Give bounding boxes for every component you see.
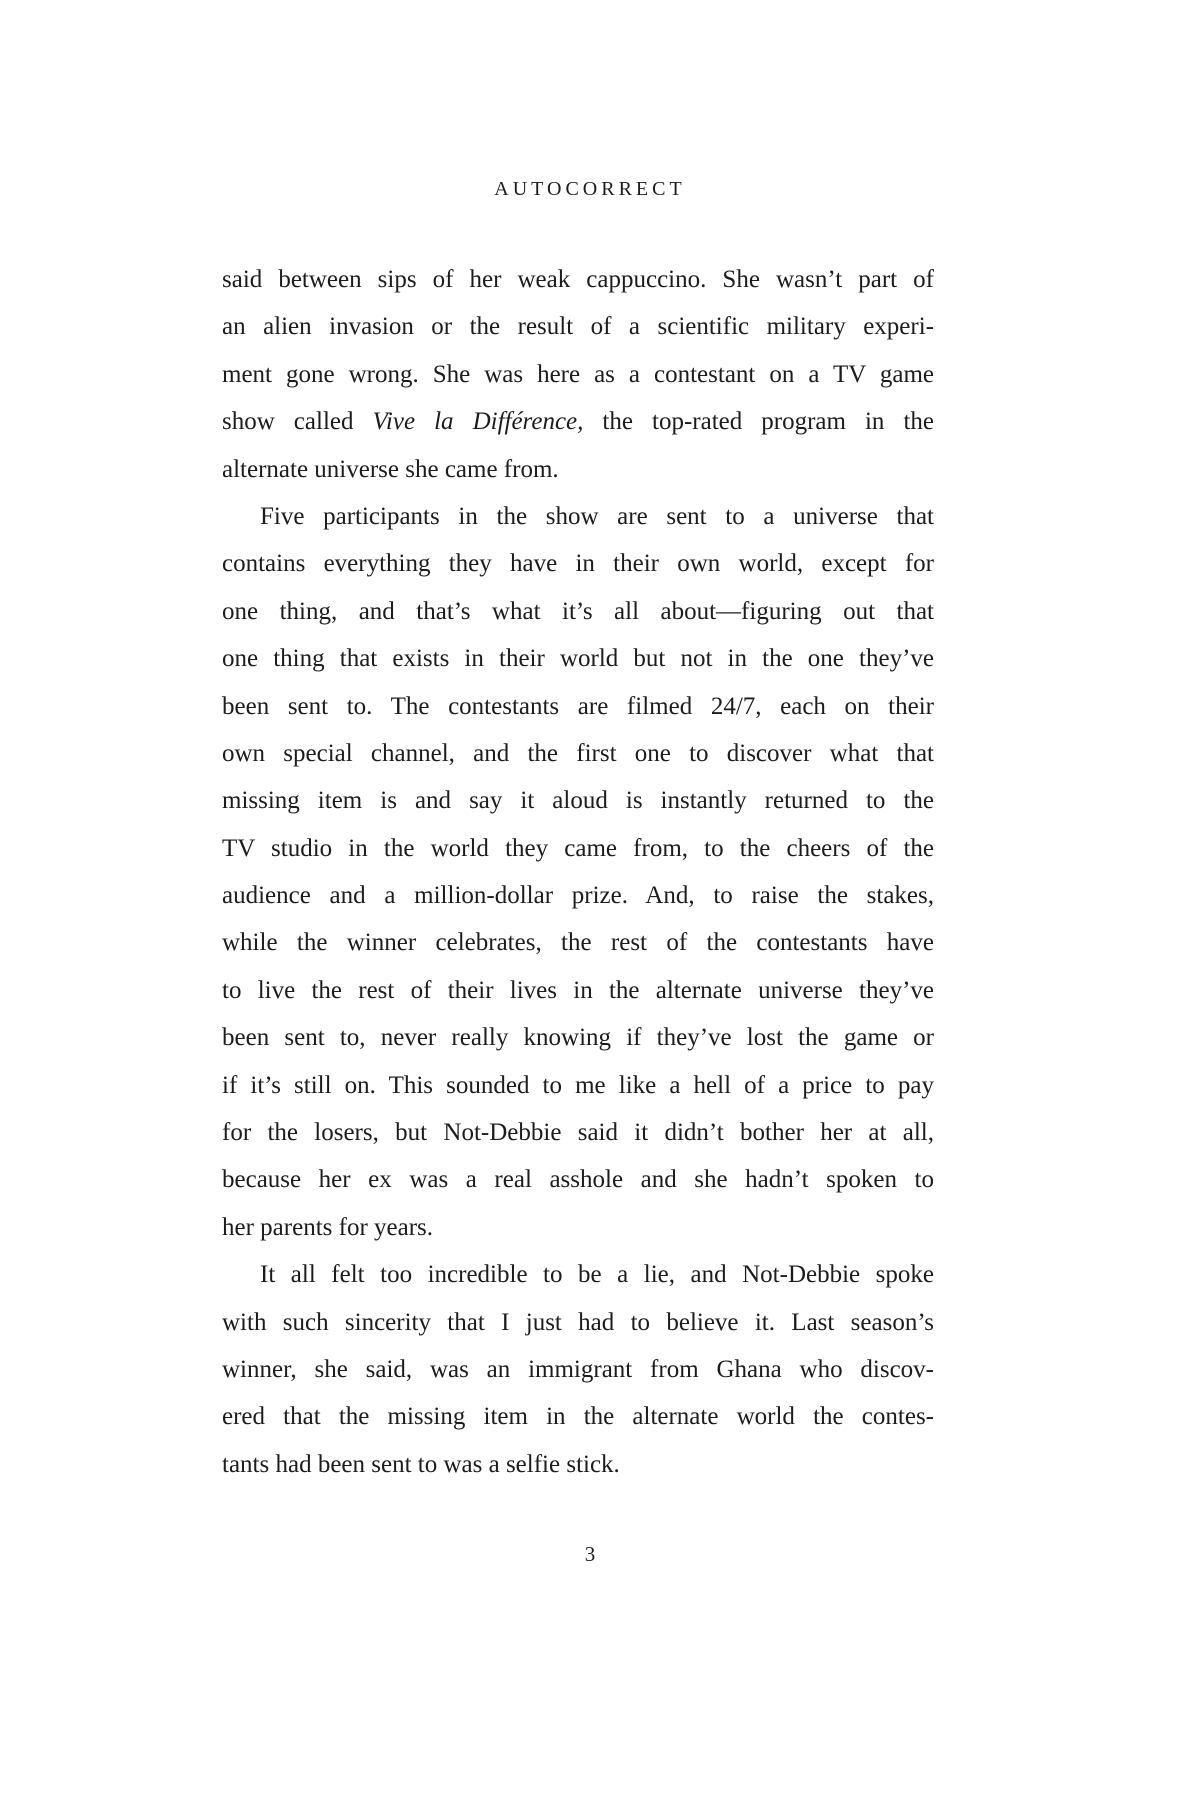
paragraph [222,493,934,1251]
text-line: own special channel, and the first one to discover what that [222,739,934,767]
text-line: Five participants in the show are sent to a universe that [260,502,934,530]
text-line: contains everything they have in their own world, except for [222,550,934,578]
paragraph [222,256,934,493]
text-line: said between sips of her weak cappuccino. She wasn’t part of [222,266,934,293]
text-line: while the winner celebrates, the rest of the contestants have [222,929,934,957]
text-line: TV studio in the world they came from, to the cheers of the [222,834,934,862]
text-line: with such sincerity that I just had to believe it. Last season’s [222,1308,934,1336]
text-line: an alien invasion or the result of a scientific military experi- [222,313,934,341]
text-line: because her ex was a real asshole and she hadn’t spoken to [222,1166,934,1194]
text-line: tants had been sent to was a selfie stick. [222,1450,620,1478]
text-line: alternate universe she came from. [222,455,559,483]
page-number: 3 [584,1542,596,1566]
text-line: one thing, and that’s what it’s all about—figuring out that [222,597,934,625]
text-line: audience and a million-dollar prize. And, to raise the stakes, [222,882,934,910]
text-line: winner, she said, was an immigrant from Ghana who discov- [222,1355,934,1383]
text-line: for the losers, but Not-Debbie said it didn’t bother her at all, [222,1119,934,1147]
text-line: to live the rest of their lives in the alternate universe they’ve [222,976,934,1004]
text-line: her parents for years. [222,1213,434,1241]
text-line: if it’s still on. This sounded to me like a hell of a price to pay [222,1071,934,1099]
running-head: AUTOCORRECT [494,178,686,200]
text-run: show called [222,408,373,436]
body-text [222,256,934,1488]
text-line: ment gone wrong. She was here as a contestant on a TV game [222,360,934,388]
text-line: been sent to, never really knowing if they’ve lost the game or [222,1024,934,1052]
text-run: the top-rated program in the [583,408,934,436]
show-title-italic: Vive la Différence, [372,408,584,436]
text-line: ered that the missing item in the alternate world the contes- [222,1403,934,1431]
text-line: missing item is and say it aloud is instantly returned to the [222,787,934,815]
paragraph [222,1251,934,1488]
text-line: It all felt too incredible to be a lie, and Not-Debbie spoke [260,1261,934,1289]
text-line: been sent to. The contestants are filmed 24/7, each on their [222,692,934,720]
text-line [222,398,934,445]
text-line: one thing that exists in their world but not in the one they’ve [222,645,934,673]
